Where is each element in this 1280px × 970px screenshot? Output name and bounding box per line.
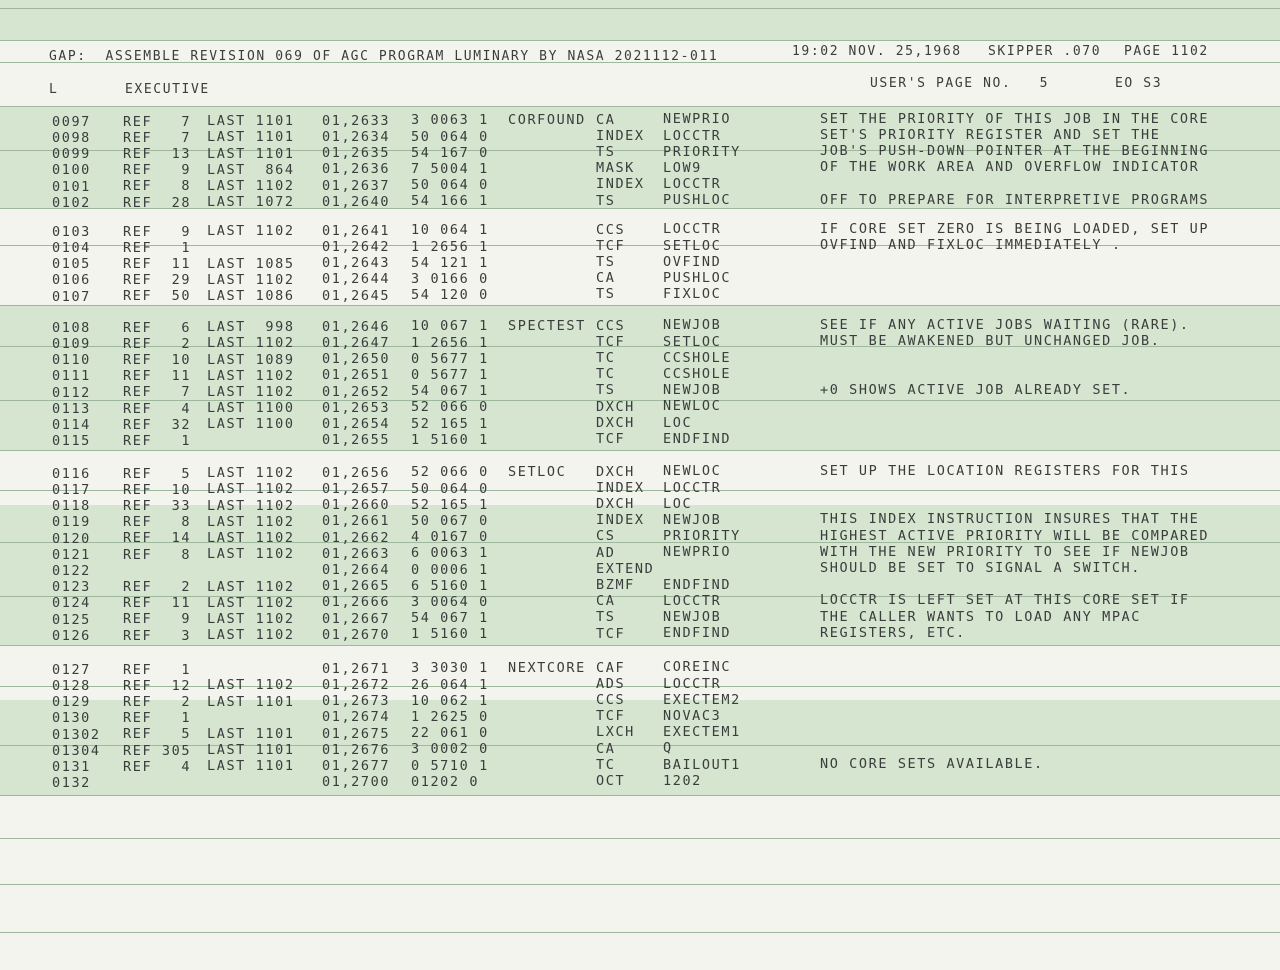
ref-count: REF 12 [123, 677, 192, 694]
octal-code: 10 067 1 [411, 318, 489, 335]
comment: OF THE WORK AREA AND OVERFLOW INDICATOR [820, 159, 1200, 176]
address: 01,2642 [322, 238, 391, 255]
octal-code: 54 167 0 [411, 144, 489, 161]
comment: OVFIND AND FIXLOC IMMEDIATELY . [820, 236, 1122, 253]
last-ref: LAST 1072 [207, 194, 295, 211]
octal-code: 10 064 1 [411, 222, 489, 239]
operand: NOVAC3 [663, 707, 722, 724]
comment: WITH THE NEW PRIORITY TO SEE IF NEWJOB [820, 543, 1190, 560]
last-ref: LAST 1102 [207, 578, 295, 595]
octal-code: 54 166 1 [411, 193, 489, 210]
ref-count: REF 1 [123, 710, 192, 727]
operand: NEWJOB [663, 609, 722, 626]
line-number: 0102 [52, 194, 91, 211]
operand: PRIORITY [663, 143, 741, 160]
address: 01,2673 [322, 693, 391, 710]
opcode: TCF [596, 708, 626, 725]
ref-count: REF 50 [123, 288, 192, 305]
line-number: 0110 [52, 352, 91, 369]
comment: HIGHEST ACTIVE PRIORITY WILL BE COMPARED [820, 527, 1210, 544]
last-ref: LAST 1100 [207, 400, 295, 417]
ref-count: REF 5 [123, 465, 192, 482]
address: 01,2651 [322, 367, 391, 384]
line-number: 0117 [52, 481, 91, 498]
opcode: TC [596, 756, 616, 773]
octal-code: 0 5710 1 [411, 757, 489, 774]
ref-count: REF 4 [123, 400, 192, 417]
line-number: 0119 [52, 514, 91, 531]
address: 01,2670 [322, 626, 391, 643]
ref-count: REF 2 [123, 693, 192, 710]
opcode: BZMF [596, 577, 635, 594]
line-number: 0118 [52, 498, 91, 515]
octal-code: 6 0063 1 [411, 545, 489, 562]
address: 01,2635 [322, 145, 391, 162]
ref-count: REF 5 [123, 726, 192, 743]
last-ref: LAST 1101 [207, 758, 295, 775]
octal-code: 1 2625 0 [411, 708, 489, 725]
opcode: CCS [596, 221, 626, 238]
octal-code: 4 0167 0 [411, 529, 489, 546]
opcode: CS [596, 528, 616, 545]
octal-code: 52 066 0 [411, 464, 489, 481]
line-number: 0108 [52, 319, 91, 336]
opcode: CA [596, 740, 616, 757]
comment: SEE IF ANY ACTIVE JOBS WAITING (RARE). [820, 316, 1190, 333]
address: 01,2640 [322, 193, 391, 210]
comment: OFF TO PREPARE FOR INTERPRETIVE PROGRAMS [820, 191, 1210, 208]
comment: SET THE PRIORITY OF THIS JOB IN THE CORE [820, 110, 1210, 127]
last-ref: LAST 998 [207, 319, 295, 336]
ref-count: REF 10 [123, 351, 192, 368]
operand: LOCCTR [663, 176, 722, 193]
octal-code: 0 0006 1 [411, 561, 489, 578]
octal-code: 0 5677 1 [411, 350, 489, 367]
last-ref: LAST 1101 [207, 113, 295, 130]
ref-count: REF 7 [123, 129, 192, 146]
address: 01,2652 [322, 383, 391, 400]
address: 01,2664 [322, 561, 391, 578]
skipper-version: SKIPPER .070 [988, 44, 1102, 59]
operand: LOCCTR [663, 127, 722, 144]
opcode: DXCH [596, 398, 635, 415]
comment: SHOULD BE SET TO SIGNAL A SWITCH. [820, 559, 1142, 576]
ref-count: REF 33 [123, 497, 192, 514]
address: 01,2676 [322, 741, 391, 758]
opcode: INDEX [596, 479, 645, 496]
opcode: CA [596, 593, 616, 610]
line-number: 0101 [52, 178, 91, 195]
octal-code: 3 0064 0 [411, 593, 489, 610]
address: 01,2641 [322, 222, 391, 239]
line-number: 01302 [52, 726, 101, 743]
opcode: CA [596, 111, 616, 128]
page-number: PAGE 1102 [1124, 44, 1209, 59]
line-number: 0099 [52, 146, 91, 163]
address: 01,2661 [322, 513, 391, 530]
last-ref: LAST 1101 [207, 145, 295, 162]
address: 01,2657 [322, 480, 391, 497]
address: 01,2637 [322, 177, 391, 194]
opcode: INDEX [596, 512, 645, 529]
octal-code: 1 5160 1 [411, 431, 489, 448]
line-number: 0104 [52, 239, 91, 256]
address: 01,2654 [322, 415, 391, 432]
octal-code: 54 067 1 [411, 610, 489, 627]
last-ref: LAST 1102 [207, 677, 295, 694]
operand: NEWLOC [663, 398, 722, 415]
comment: THIS INDEX INSTRUCTION INSURES THAT THE [820, 511, 1200, 528]
line-number: 0098 [52, 129, 91, 146]
opcode: CAF [596, 659, 626, 676]
octal-code: 50 064 0 [411, 480, 489, 497]
line-number: 01304 [52, 742, 101, 759]
last-ref: LAST 1102 [207, 271, 295, 288]
operand: OVFIND [663, 253, 722, 270]
comment: IF CORE SET ZERO IS BEING LOADED, SET UP [820, 220, 1210, 237]
opcode: TS [596, 192, 616, 209]
operand: 1202 [663, 772, 702, 789]
operand: ENDFIND [663, 625, 732, 642]
comment: MUST BE AWAKENED BUT UNCHANGED JOB. [820, 332, 1161, 349]
opcode: INDEX [596, 176, 645, 193]
operand: NEWLOC [663, 463, 722, 480]
line-number: 0105 [52, 256, 91, 273]
ref-count: REF 7 [123, 384, 192, 401]
operand: NEWPRIO [663, 111, 732, 128]
symbol-label: SPECTEST [508, 317, 586, 334]
operand: ENDFIND [663, 430, 732, 447]
operand: BAILOUT1 [663, 756, 741, 773]
address: 01,2675 [322, 725, 391, 742]
column-label: L [49, 82, 59, 97]
operand: Q [663, 740, 673, 757]
last-ref: LAST 1102 [207, 497, 295, 514]
operand: LOCCTR [663, 592, 722, 609]
address: 01,2653 [322, 399, 391, 416]
line-number: 0106 [52, 272, 91, 289]
operand: LOCCTR [663, 479, 722, 496]
ref-count: REF 2 [123, 578, 192, 595]
ref-count: REF 7 [123, 113, 192, 130]
line-number: 0126 [52, 627, 91, 644]
ref-count: REF 1 [123, 239, 192, 256]
operand: LOC [663, 414, 693, 431]
address: 01,2656 [322, 464, 391, 481]
octal-code: 10 062 1 [411, 692, 489, 709]
opcode: AD [596, 544, 616, 561]
opcode: INDEX [596, 127, 645, 144]
octal-code: 01202 0 [411, 773, 480, 790]
opcode: ADS [596, 675, 626, 692]
print-datetime: 19:02 NOV. 25,1968 [792, 44, 962, 59]
opcode: TS [596, 144, 616, 161]
operand: NEWJOB [663, 511, 722, 528]
octal-code: 3 3030 1 [411, 660, 489, 677]
last-ref: LAST 1102 [207, 177, 295, 194]
last-ref: LAST 1102 [207, 529, 295, 546]
octal-code: 6 5160 1 [411, 577, 489, 594]
line-number: 0124 [52, 595, 91, 612]
line-number: 0130 [52, 710, 91, 727]
last-ref: LAST 1102 [207, 627, 295, 644]
address: 01,2662 [322, 529, 391, 546]
operand: SETLOC [663, 333, 722, 350]
line-number: 0129 [52, 694, 91, 711]
octal-code: 50 064 0 [411, 177, 489, 194]
octal-code: 52 066 0 [411, 399, 489, 416]
ref-count: REF 6 [123, 319, 192, 336]
opcode: TS [596, 382, 616, 399]
opcode: TCF [596, 237, 626, 254]
last-ref: LAST 1102 [207, 546, 295, 563]
ref-count: REF 1 [123, 661, 192, 678]
operand: NEWPRIO [663, 544, 732, 561]
ref-count: REF 9 [123, 223, 192, 240]
symbol-label: CORFOUND [508, 111, 586, 128]
operand: SETLOC [663, 237, 722, 254]
last-ref: LAST 1101 [207, 693, 295, 710]
address: 01,2645 [322, 287, 391, 304]
address: 01,2666 [322, 594, 391, 611]
last-ref: LAST 1102 [207, 367, 295, 384]
octal-code: 1 5160 1 [411, 626, 489, 643]
opcode: TC [596, 350, 616, 367]
last-ref: LAST 1102 [207, 594, 295, 611]
line-number: 0112 [52, 384, 91, 401]
address: 01,2646 [322, 318, 391, 335]
opcode: DXCH [596, 414, 635, 431]
operand: CCSHOLE [663, 365, 732, 382]
octal-code: 1 2656 1 [411, 334, 489, 351]
address: 01,2634 [322, 128, 391, 145]
address: 01,2636 [322, 161, 391, 178]
comment: +0 SHOWS ACTIVE JOB ALREADY SET. [820, 381, 1132, 398]
ref-count: REF 9 [123, 611, 192, 628]
octal-code: 3 0002 0 [411, 741, 489, 758]
comment: JOB'S PUSH-DOWN POINTER AT THE BEGINNING [820, 143, 1210, 160]
address: 01,2671 [322, 660, 391, 677]
last-ref: LAST 1102 [207, 383, 295, 400]
line-number: 0121 [52, 546, 91, 563]
ref-count: REF 11 [123, 255, 192, 272]
last-ref: LAST 1101 [207, 129, 295, 146]
ref-count: REF 3 [123, 627, 192, 644]
line-number: 0131 [52, 758, 91, 775]
line-number: 0122 [52, 562, 91, 579]
line-number: 0120 [52, 530, 91, 547]
opcode: CCS [596, 317, 626, 334]
operand: PRIORITY [663, 528, 741, 545]
opcode: TCF [596, 625, 626, 642]
line-number: 0115 [52, 433, 91, 450]
comment: LOCCTR IS LEFT SET AT THIS CORE SET IF [820, 592, 1190, 609]
octal-code: 52 165 1 [411, 415, 489, 432]
line-number: 0097 [52, 113, 91, 130]
operand: PUSHLOC [663, 269, 732, 286]
last-ref: LAST 1085 [207, 255, 295, 272]
comment: SET UP THE LOCATION REGISTERS FOR THIS [820, 462, 1190, 479]
address: 01,2674 [322, 709, 391, 726]
operand: ENDFIND [663, 576, 732, 593]
last-ref: LAST 1102 [207, 513, 295, 530]
last-ref: LAST 1102 [207, 610, 295, 627]
comment: THE CALLER WANTS TO LOAD ANY MPAC [820, 608, 1142, 625]
address: 01,2660 [322, 497, 391, 514]
operand: EXECTEM1 [663, 724, 741, 741]
opcode: DXCH [596, 496, 635, 513]
octal-code: 54 067 1 [411, 383, 489, 400]
ref-count: REF 1 [123, 432, 192, 449]
comment: SET'S PRIORITY REGISTER AND SET THE [820, 126, 1161, 143]
octal-code: 26 064 1 [411, 676, 489, 693]
symbol-label: NEXTCORE [508, 659, 586, 676]
ref-count: REF 10 [123, 481, 192, 498]
address: 01,2667 [322, 610, 391, 627]
address: 01,2665 [322, 578, 391, 595]
octal-code: 52 165 1 [411, 496, 489, 513]
octal-code: 3 0166 0 [411, 270, 489, 287]
octal-code: 1 2656 1 [411, 238, 489, 255]
operand: EXECTEM2 [663, 691, 741, 708]
opcode: TS [596, 609, 616, 626]
octal-code: 54 120 0 [411, 287, 489, 304]
last-ref: LAST 864 [207, 161, 295, 178]
octal-code: 54 121 1 [411, 254, 489, 271]
ref-count: REF 8 [123, 178, 192, 195]
ref-count: REF 28 [123, 194, 192, 211]
ref-count: REF 2 [123, 335, 192, 352]
line-number: 0100 [52, 162, 91, 179]
operand: CCSHOLE [663, 349, 732, 366]
opcode: EXTEND [596, 560, 655, 577]
last-ref: LAST 1101 [207, 742, 295, 759]
users-page-number: USER'S PAGE NO. 5 [870, 76, 1050, 91]
line-number: 0123 [52, 579, 91, 596]
address: 01,2672 [322, 676, 391, 693]
line-number: 0111 [52, 368, 91, 385]
opcode: TCF [596, 333, 626, 350]
symbol-label: SETLOC [508, 463, 567, 480]
octal-code: 50 064 0 [411, 128, 489, 145]
line-number: 0109 [52, 335, 91, 352]
section-title: EXECUTIVE [125, 82, 210, 97]
operand: LOC [663, 495, 693, 512]
opcode: TC [596, 366, 616, 383]
octal-code: 7 5004 1 [411, 160, 489, 177]
ref-count: REF 14 [123, 530, 192, 547]
line-number: 0127 [52, 661, 91, 678]
opcode: TCF [596, 431, 626, 448]
assembler-title: GAP: ASSEMBLE REVISION 069 OF AGC PROGRAM LUMINARY BY NASA 2021112-011 [49, 49, 719, 64]
operand: PUSHLOC [663, 192, 732, 209]
address: 01,2643 [322, 255, 391, 272]
address: 01,2650 [322, 351, 391, 368]
octal-code: 3 0063 1 [411, 112, 489, 129]
line-number: 0114 [52, 416, 91, 433]
opcode: LXCH [596, 724, 635, 741]
octal-code: 50 067 0 [411, 512, 489, 529]
operand: NEWJOB [663, 317, 722, 334]
operand: FIXLOC [663, 286, 722, 303]
eo-code: EO S3 [1115, 76, 1163, 91]
line-number: 0125 [52, 611, 91, 628]
ref-count: REF 305 [123, 742, 192, 759]
address: 01,2700 [322, 774, 391, 791]
octal-code: 0 5677 1 [411, 366, 489, 383]
ref-count: REF 13 [123, 145, 192, 162]
ref-count: REF 11 [123, 368, 192, 385]
ref-count: REF 29 [123, 272, 192, 289]
address: 01,2644 [322, 271, 391, 288]
ref-count: REF 8 [123, 514, 192, 531]
last-ref: LAST 1089 [207, 351, 295, 368]
last-ref: LAST 1102 [207, 223, 295, 240]
address: 01,2655 [322, 432, 391, 449]
last-ref: LAST 1102 [207, 335, 295, 352]
ref-count: REF 11 [123, 595, 192, 612]
operand: LOW9 [663, 159, 702, 176]
line-number: 0116 [52, 465, 91, 482]
comment: NO CORE SETS AVAILABLE. [820, 755, 1044, 772]
opcode: TS [596, 254, 616, 271]
last-ref: LAST 1100 [207, 416, 295, 433]
last-ref: LAST 1101 [207, 725, 295, 742]
ref-count: REF 8 [123, 546, 192, 563]
operand: NEWJOB [663, 382, 722, 399]
ref-count: REF 4 [123, 758, 192, 775]
comment: REGISTERS, ETC. [820, 624, 966, 641]
opcode: TS [596, 286, 616, 303]
address: 01,2647 [322, 334, 391, 351]
line-number: 0113 [52, 400, 91, 417]
ref-count: REF 9 [123, 162, 192, 179]
opcode: CA [596, 270, 616, 287]
address: 01,2633 [322, 112, 391, 129]
line-number: 0132 [52, 775, 91, 792]
line-number: 0107 [52, 288, 91, 305]
octal-code: 22 061 0 [411, 725, 489, 742]
opcode: MASK [596, 160, 635, 177]
opcode: OCT [596, 773, 626, 790]
line-number: 0103 [52, 223, 91, 240]
line-number: 0128 [52, 677, 91, 694]
operand: COREINC [663, 659, 732, 676]
operand: LOCCTR [663, 221, 722, 238]
last-ref: LAST 1102 [207, 465, 295, 482]
operand: LOCCTR [663, 675, 722, 692]
opcode: DXCH [596, 463, 635, 480]
address: 01,2677 [322, 757, 391, 774]
opcode: CCS [596, 692, 626, 709]
address: 01,2663 [322, 545, 391, 562]
last-ref: LAST 1102 [207, 481, 295, 498]
ref-count: REF 32 [123, 416, 192, 433]
last-ref: LAST 1086 [207, 287, 295, 304]
